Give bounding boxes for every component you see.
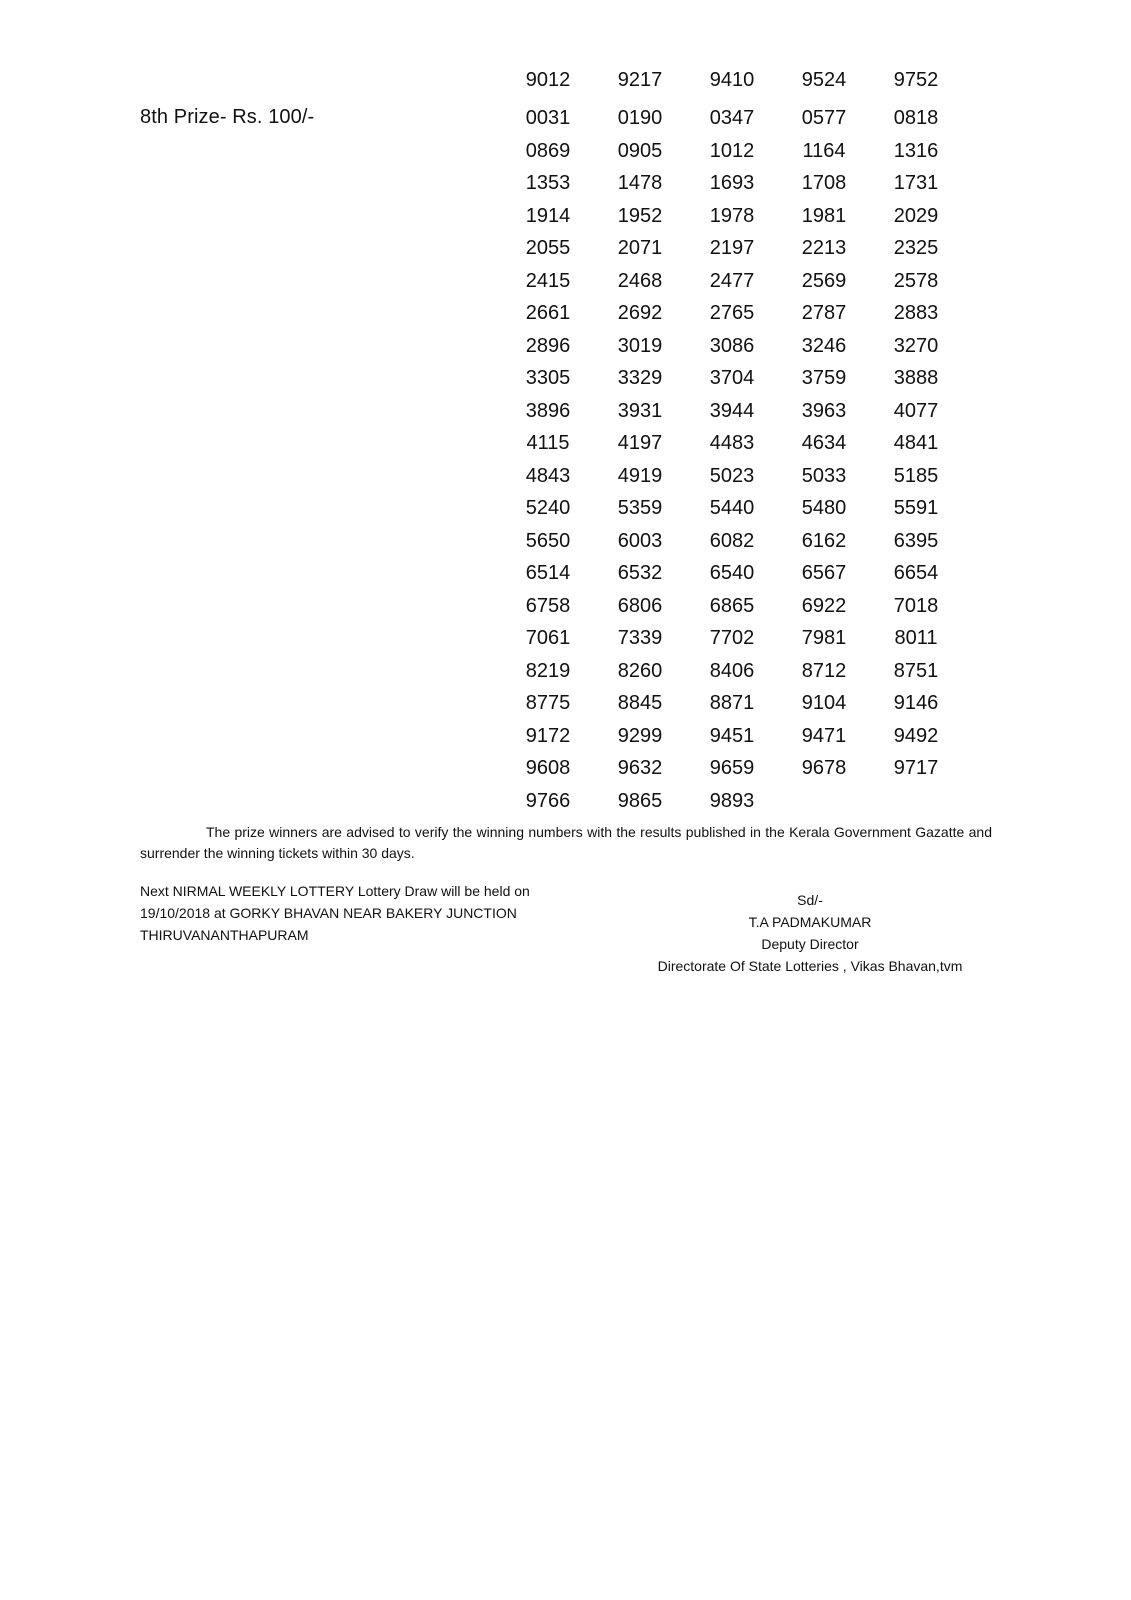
winning-number: 9659 — [709, 757, 755, 779]
winning-number: 1914 — [525, 204, 571, 227]
winning-number: 8775 — [525, 692, 571, 714]
winning-number: 2477 — [709, 269, 755, 292]
winning-number: 9678 — [801, 757, 847, 779]
winning-number: 1731 — [893, 172, 939, 194]
winning-number: 9893 — [709, 789, 755, 812]
winning-number: 2578 — [893, 269, 939, 292]
winning-number: 6003 — [617, 529, 663, 552]
winning-number: 2569 — [801, 269, 847, 292]
winning-number: 5033 — [801, 464, 847, 487]
winning-number: 3888 — [893, 367, 939, 389]
winning-number: 9299 — [617, 724, 663, 747]
winning-number: 6806 — [617, 594, 663, 617]
prize-label: 8th Prize- Rs. 100/- — [140, 106, 315, 128]
winning-number: 0190 — [617, 107, 663, 129]
winning-number: 3329 — [617, 367, 663, 389]
winning-number: 3963 — [801, 399, 847, 422]
winning-number: 5480 — [801, 497, 847, 519]
winning-number: 3086 — [709, 334, 755, 357]
winning-number: 0905 — [617, 139, 663, 162]
winning-number: 1353 — [525, 172, 571, 194]
winning-number: 3759 — [801, 367, 847, 389]
winning-number: 2415 — [525, 269, 571, 292]
continued-number-row — [502, 68, 962, 92]
winning-number: 5240 — [525, 497, 571, 519]
winning-number: 3305 — [525, 367, 571, 389]
winning-number: 2325 — [893, 237, 939, 259]
winning-number: 9752 — [893, 69, 939, 91]
winning-number: 9717 — [893, 757, 939, 779]
winning-number: 9410 — [709, 69, 755, 91]
winning-number: 7018 — [893, 594, 939, 617]
winning-number: 8260 — [617, 659, 663, 682]
winning-number: 6540 — [709, 562, 755, 584]
winning-number: 2071 — [617, 237, 663, 259]
signature-block — [620, 889, 1000, 977]
winning-number: 2468 — [617, 269, 663, 292]
winning-number: 2692 — [617, 302, 663, 324]
winning-number: 6162 — [801, 529, 847, 552]
winning-number: 5359 — [617, 497, 663, 519]
verification-notice: The prize winners are advised to verify the winning numbers with the results published in the Kerala Government Gazatte and surrender the winning tickets within 30 days. — [140, 824, 992, 861]
winning-number: 3931 — [617, 399, 663, 422]
winning-number: 3019 — [617, 334, 663, 357]
winning-number: 9217 — [617, 69, 663, 91]
winning-number: 2883 — [893, 302, 939, 324]
winning-number: 0869 — [525, 139, 571, 162]
signatory-title: Deputy Director — [761, 936, 859, 952]
signatory-office: Directorate Of State Lotteries , Vikas Bhavan,tvm — [657, 958, 963, 974]
next-draw-line: THIRUVANANTHAPURAM — [140, 927, 309, 943]
winning-number: 8845 — [617, 692, 663, 714]
winning-number: 8011 — [894, 627, 938, 649]
winning-number: 9451 — [709, 724, 755, 747]
winning-number: 8871 — [709, 692, 755, 714]
winning-number: 1316 — [893, 139, 939, 162]
winning-number: 4843 — [525, 464, 571, 487]
winning-number: 9524 — [801, 69, 847, 91]
winning-number: 0031 — [525, 107, 571, 129]
winning-number: 2661 — [525, 302, 571, 324]
winning-number: 1012 — [709, 139, 755, 162]
winning-number: 3246 — [801, 334, 847, 357]
winning-number: 0577 — [801, 107, 847, 129]
next-draw-line: 19/10/2018 at GORKY BHAVAN NEAR BAKERY JUNCTION — [140, 905, 517, 921]
winning-number: 2197 — [709, 237, 755, 259]
winning-number: 9608 — [525, 757, 571, 779]
winning-number: 6758 — [525, 594, 571, 617]
winning-number: 2213 — [801, 237, 847, 259]
signatory-name: T.A PADMAKUMAR — [748, 914, 872, 930]
winning-number: 4483 — [709, 432, 755, 454]
winning-number: 7339 — [617, 627, 663, 649]
winning-number: 9492 — [893, 724, 939, 747]
winning-number: 0818 — [893, 107, 939, 129]
winning-number: 8751 — [893, 659, 939, 682]
winning-number: 8219 — [525, 659, 571, 682]
winning-number: 5650 — [525, 529, 571, 552]
winning-number: 3704 — [709, 367, 755, 389]
winning-number: 4077 — [893, 399, 939, 422]
winning-number: 8712 — [801, 659, 847, 682]
winning-number: 6922 — [801, 594, 847, 617]
prize-number-grid — [502, 106, 962, 821]
winning-number: 9146 — [893, 692, 939, 714]
winning-number: 8406 — [709, 659, 755, 682]
winning-number: 2896 — [525, 334, 571, 357]
winning-number: 5440 — [709, 497, 755, 519]
winning-number: 9865 — [617, 789, 663, 812]
next-draw-info — [140, 880, 580, 946]
winning-number: 2765 — [709, 302, 755, 324]
winning-number: 4841 — [893, 432, 939, 454]
winning-number: 3944 — [709, 399, 755, 422]
winning-number: 1478 — [617, 172, 663, 194]
winning-number: 9632 — [617, 757, 663, 779]
winning-number: 4634 — [801, 432, 847, 454]
winning-number: 1164 — [802, 139, 846, 162]
winning-number: 6865 — [709, 594, 755, 617]
winning-number: 2787 — [801, 302, 847, 324]
winning-number: 3896 — [525, 399, 571, 422]
winning-number: 1708 — [801, 172, 847, 194]
winning-number: 1693 — [709, 172, 755, 194]
next-draw-line: Next NIRMAL WEEKLY LOTTERY Lottery Draw will be held on — [140, 883, 530, 899]
winning-number: 6532 — [617, 562, 663, 584]
winning-number: 9172 — [525, 724, 571, 747]
winning-number: 7061 — [525, 627, 571, 649]
winning-number: 1952 — [617, 204, 663, 227]
winning-number: 6082 — [709, 529, 755, 552]
winning-number: 7981 — [801, 627, 847, 649]
winning-number: 4197 — [617, 432, 663, 454]
winning-number: 2055 — [525, 237, 571, 259]
winning-number: 9471 — [801, 724, 847, 747]
winning-number: 6514 — [525, 562, 571, 584]
winning-number: 4919 — [617, 464, 663, 487]
winning-number: 5591 — [893, 497, 939, 519]
winning-number: 9012 — [525, 69, 571, 91]
winning-number: 4115 — [526, 432, 570, 454]
winning-number: 9104 — [801, 692, 847, 714]
winning-number: 5185 — [893, 464, 939, 487]
winning-number: 5023 — [709, 464, 755, 487]
winning-number: 1978 — [709, 204, 755, 227]
winning-number: 1981 — [801, 204, 847, 227]
winning-number: 6567 — [801, 562, 847, 584]
signature-sd: Sd/- — [797, 892, 823, 908]
winning-number: 6395 — [893, 529, 939, 552]
winning-number: 7702 — [709, 627, 755, 649]
winning-number: 9766 — [525, 789, 571, 812]
winning-number: 6654 — [893, 562, 939, 584]
winning-number: 0347 — [709, 107, 755, 129]
winning-number: 3270 — [893, 334, 939, 357]
winning-number: 2029 — [893, 204, 939, 227]
